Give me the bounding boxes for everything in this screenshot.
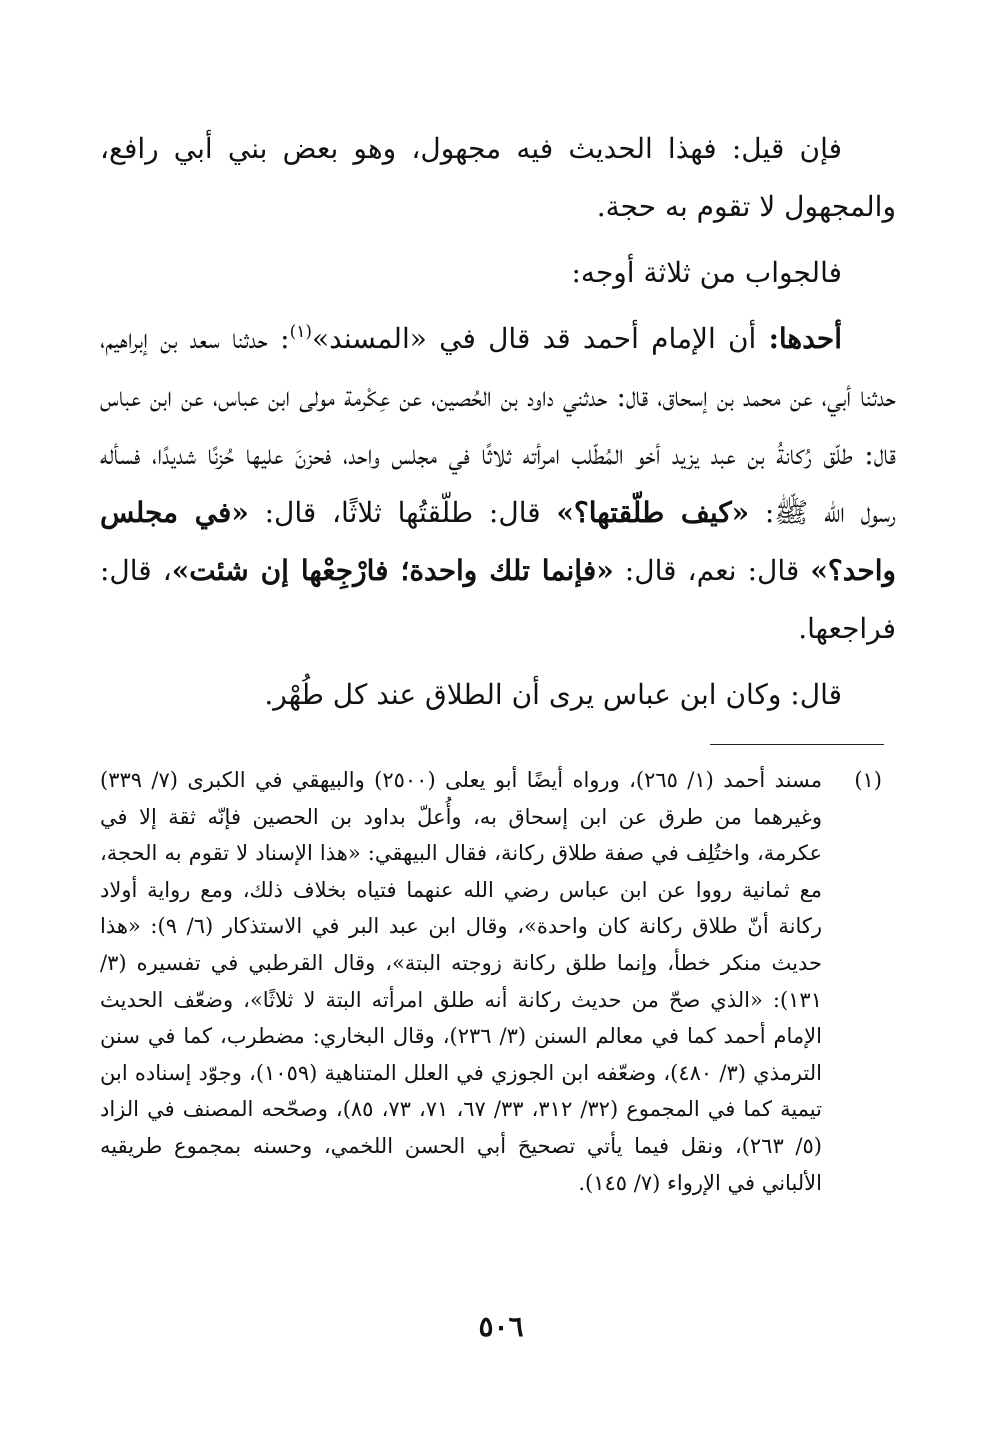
footnote-text: مسند أحمد (١/ ٢٦٥)، ورواه أيضًا أبو يعلى (٢٥٠٠) والبيهقي في الكبرى (٧/ ٣٣٩) وغيرهما من طرق عن ابن إسحاق به، وأُعلّ بداود بن الحصين فإنّه ثقة إلا في عكرمة، واختُلِف في صفة طلاق ركانة، فقال البيهقي: «هذا الإسناد لا تقوم به الحجة، مع ثمانية رووا عن ابن عباس رضي الله عنهما فتياه بخلاف ذلك، ومع رواية أولاد ركانة أنّ طلاق ركانة كان واحدة»، وقال ابن عبد البر في الاستذكار (٦/ ٩): «هذا حديث منكر خطأ، وإنما طلق ركانة زوجته البتة»، وقال القرطبي في تفسيره (٣/ ١٣١): «الذي صحّ من حديث ركانة أنه طلق امرأته البتة لا ثلاثًا»، وضعّف الحديث الإمام أحمد كما في معالم السنن (٣/ ٢٣٦)، وقال البخاري: مضطرب، كما في سنن الترمذي (٣/ ٤٨٠)، وضعّفه ابن الجوزي في العلل المتناهية (١٠٥٩)، وجوّد إسناده ابن تيمية كما في المجموع (٣٢/ ٣١٢، ٣٣/ ٦٧، ٧١، ٧٣، ٨٥)، وصحّحه المصنف في الزاد (٥/ ٢٦٣)، ونقل فيما يأتي تصحيحَ أبي الحسن اللخمي، وحسنه بمجموع طريقيه الألباني في الإرواء (٧/ ١٤٥). <box>100 768 822 1195</box>
paragraph-ibn-abbas-view: قال: وكان ابن عباس يرى أن الطلاق عند كل طُهْر. <box>264 678 842 711</box>
paragraph-objection: فإن قيل: فهذا الحديث فيه مجهول، وهو بعض بني أبي رافع، والمجهول لا تقوم به حجة. <box>100 132 896 223</box>
hadith-text: : حدثنا سعد بن إبراهيم، حدثنا أبي، عن محمد بن إسحاق، قال: حدثني داود بن الحُصين، عن عِكْرمة مولى ابن عباس، عن ابن عباس قال: طلّق رُكانةُ بن عبد يزيد أخو المُطّلب امرأته ثلاثًا في مجلس واحد، فحزنَ عليها حُزنًا شديدًا، فسأله رسول الله ﷺ: <box>100 322 896 529</box>
footnote-number: (١) <box>854 768 882 792</box>
main-text <box>100 120 896 732</box>
paragraph-answer-intro: فالجواب من ثلاثة أوجه: <box>571 256 842 289</box>
hadith-text: قال: طلّقتُها ثلاثًا، قال: <box>248 496 557 529</box>
prophetic-quote: «فإنما تلك واحدة؛ فارْجِعْها إن شئت» <box>171 554 614 587</box>
footnote-1 <box>100 762 882 1201</box>
hadith-text: قال: نعم، قال: <box>613 554 811 587</box>
footnote-separator <box>710 744 884 745</box>
prophetic-quote: «في مجلس واحد؟» <box>100 496 896 587</box>
hadith-text: أن الإمام أحمد قد قال في «المسند» <box>311 322 769 355</box>
prophetic-quote: «كيف طلّقتها؟» <box>556 496 750 529</box>
hadith-text: ، قال: فراجعها. <box>100 554 896 645</box>
paragraph-first-answer <box>100 310 896 658</box>
page-number: ٥٠٦ <box>478 1310 524 1343</box>
footnotes <box>100 762 882 1201</box>
footnote-reference[interactable]: (١) <box>289 322 312 342</box>
first-answer-lead: أحدها: <box>768 322 842 355</box>
